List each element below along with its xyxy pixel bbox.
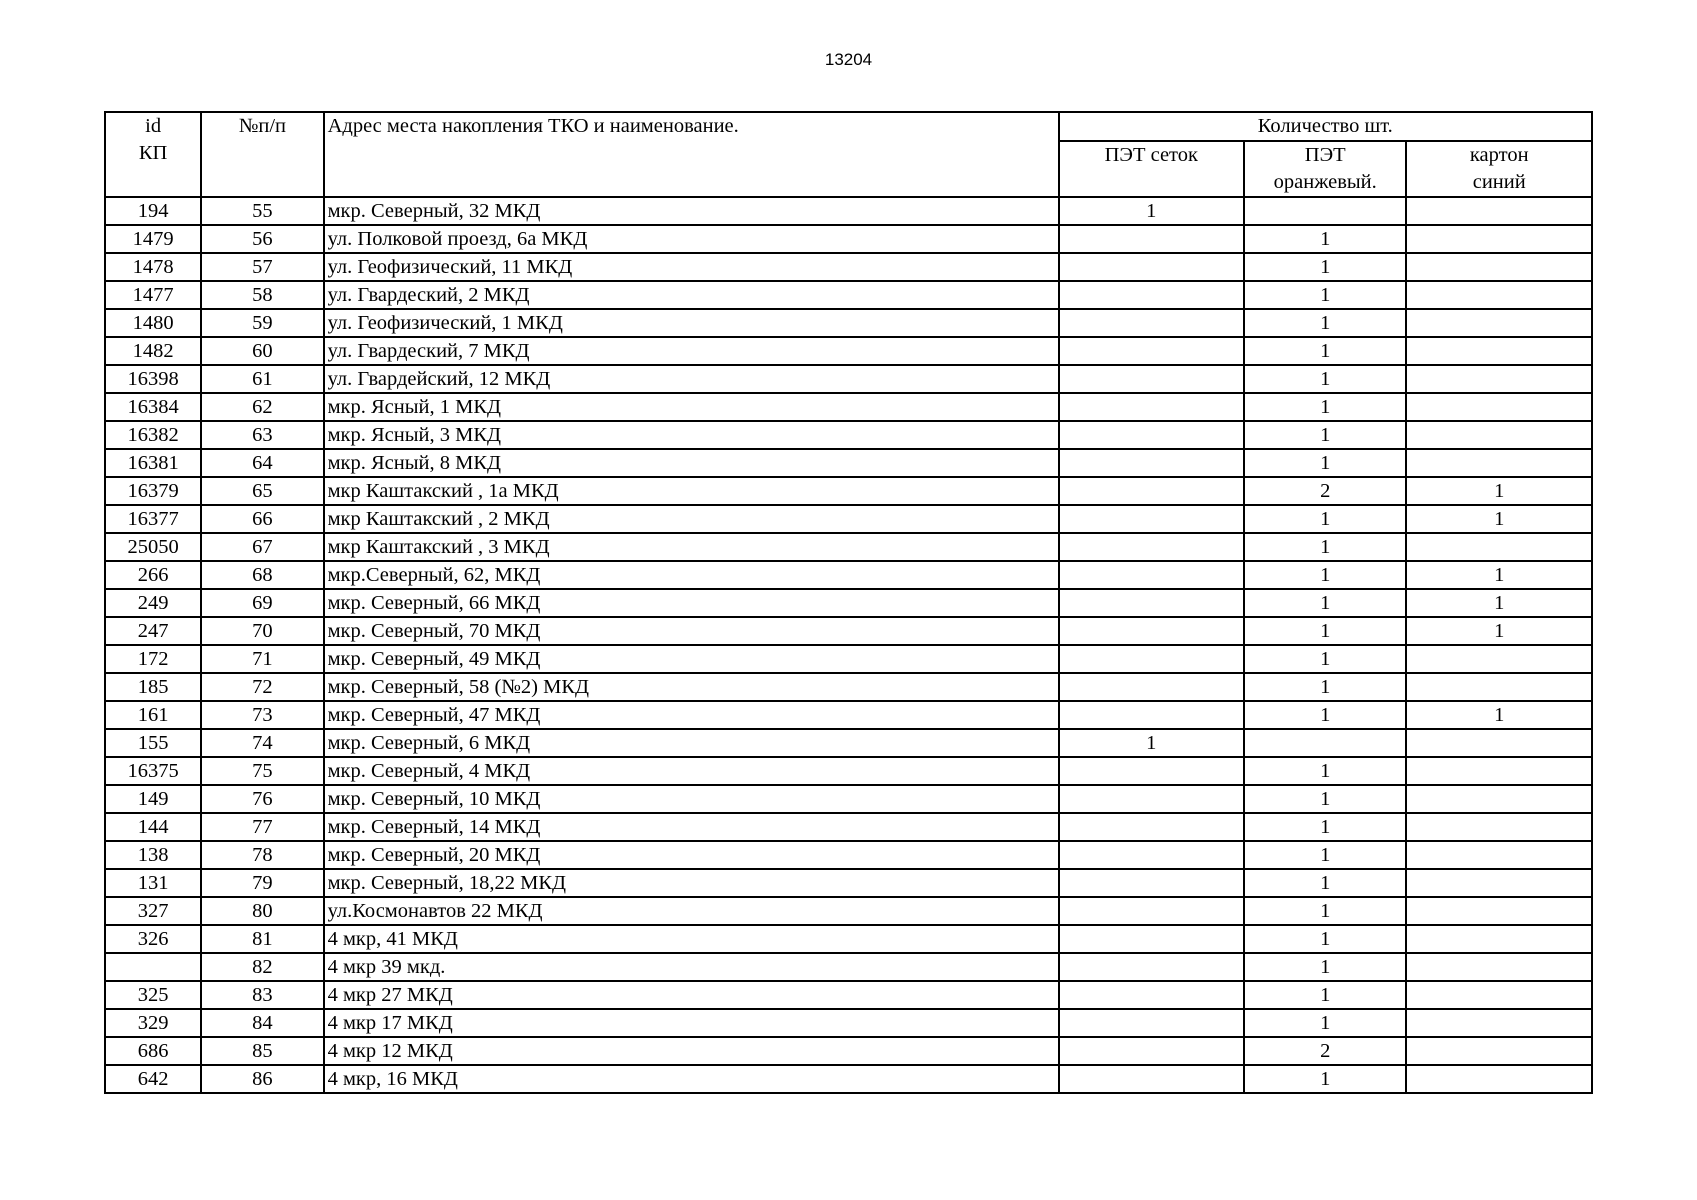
cell-address: мкр. Северный, 58 (№2) МКД: [324, 673, 1059, 701]
cell-pet-orange: 1: [1244, 1009, 1406, 1037]
cell-carton-blue: [1406, 337, 1592, 365]
cell-carton-blue: [1406, 953, 1592, 981]
cell-pet-orange: 1: [1244, 253, 1406, 281]
table-row: [105, 337, 1592, 365]
cell-id: 327: [105, 897, 201, 925]
cell-address: мкр. Ясный, 1 МКД: [324, 393, 1059, 421]
table-row: [105, 393, 1592, 421]
table-row: [105, 981, 1592, 1009]
cell-carton-blue: [1406, 253, 1592, 281]
cell-pet-mesh: [1059, 841, 1244, 869]
table-row: [105, 701, 1592, 729]
cell-carton-blue: [1406, 645, 1592, 673]
cell-pet-mesh: [1059, 309, 1244, 337]
cell-pet-orange: 1: [1244, 309, 1406, 337]
table-row: [105, 589, 1592, 617]
cell-pet-mesh: 1: [1059, 197, 1244, 225]
table-row: [105, 1037, 1592, 1065]
cell-pet-orange: 1: [1244, 337, 1406, 365]
cell-pet-orange: 2: [1244, 1037, 1406, 1065]
cell-id: 155: [105, 729, 201, 757]
cell-id: 172: [105, 645, 201, 673]
cell-num: 67: [201, 533, 323, 561]
cell-address: мкр. Ясный, 3 МКД: [324, 421, 1059, 449]
cell-id: 266: [105, 561, 201, 589]
cell-address: мкр. Северный, 20 МКД: [324, 841, 1059, 869]
cell-carton-blue: [1406, 925, 1592, 953]
cell-num: 76: [201, 785, 323, 813]
table-row: [105, 645, 1592, 673]
cell-num: 78: [201, 841, 323, 869]
cell-num: 84: [201, 1009, 323, 1037]
cell-num: 74: [201, 729, 323, 757]
cell-num: 59: [201, 309, 323, 337]
table-row: [105, 673, 1592, 701]
cell-pet-orange: 1: [1244, 813, 1406, 841]
cell-num: 79: [201, 869, 323, 897]
header-carton-blue-label: картон: [1469, 144, 1529, 166]
cell-id: 194: [105, 197, 201, 225]
cell-carton-blue: [1406, 1037, 1592, 1065]
cell-address: 4 мкр, 16 МКД: [324, 1065, 1059, 1093]
cell-id: 326: [105, 925, 201, 953]
header-carton-blue: [1406, 141, 1592, 197]
cell-address: мкр.Северный, 62, МКД: [324, 561, 1059, 589]
cell-carton-blue: [1406, 813, 1592, 841]
cell-id: 131: [105, 869, 201, 897]
header-pet-mesh-label: ПЭТ сеток: [1104, 144, 1198, 166]
cell-num: 77: [201, 813, 323, 841]
header-id-kp: [105, 112, 201, 197]
cell-pet-orange: 1: [1244, 365, 1406, 393]
table-row: [105, 421, 1592, 449]
cell-pet-mesh: [1059, 645, 1244, 673]
cell-pet-orange: [1244, 729, 1406, 757]
cell-pet-orange: 1: [1244, 1065, 1406, 1093]
table-row: [105, 841, 1592, 869]
cell-num: 68: [201, 561, 323, 589]
cell-address: мкр Каштакский , 2 МКД: [324, 505, 1059, 533]
cell-pet-mesh: [1059, 1037, 1244, 1065]
cell-num: 69: [201, 589, 323, 617]
cell-id: 144: [105, 813, 201, 841]
cell-pet-mesh: [1059, 869, 1244, 897]
cell-address: 4 мкр 12 МКД: [324, 1037, 1059, 1065]
cell-pet-mesh: [1059, 617, 1244, 645]
cell-pet-mesh: [1059, 1009, 1244, 1037]
cell-num: 63: [201, 421, 323, 449]
cell-id: 1480: [105, 309, 201, 337]
cell-num: 80: [201, 897, 323, 925]
cell-pet-mesh: [1059, 533, 1244, 561]
cell-pet-mesh: [1059, 477, 1244, 505]
cell-num: 65: [201, 477, 323, 505]
header-id-label: id: [145, 115, 162, 137]
cell-carton-blue: [1406, 309, 1592, 337]
cell-num: 60: [201, 337, 323, 365]
cell-address: ул. Геофизический, 1 МКД: [324, 309, 1059, 337]
cell-address: мкр Каштакский , 3 МКД: [324, 533, 1059, 561]
cell-address: мкр Каштакский , 1а МКД: [324, 477, 1059, 505]
cell-pet-mesh: [1059, 897, 1244, 925]
cell-num: 86: [201, 1065, 323, 1093]
cell-pet-mesh: [1059, 393, 1244, 421]
cell-id: 1479: [105, 225, 201, 253]
cell-pet-orange: 1: [1244, 449, 1406, 477]
cell-id: 16384: [105, 393, 201, 421]
cell-pet-orange: 1: [1244, 421, 1406, 449]
cell-id: 16381: [105, 449, 201, 477]
cell-pet-orange: 1: [1244, 953, 1406, 981]
cell-address: мкр. Северный, 49 МКД: [324, 645, 1059, 673]
cell-id: 16398: [105, 365, 201, 393]
cell-address: ул. Гвардейский, 12 МКД: [324, 365, 1059, 393]
cell-carton-blue: [1406, 533, 1592, 561]
cell-address: 4 мкр 39 мкд.: [324, 953, 1059, 981]
cell-address: 4 мкр 27 МКД: [324, 981, 1059, 1009]
cell-carton-blue: 1: [1406, 561, 1592, 589]
cell-num: 70: [201, 617, 323, 645]
cell-pet-mesh: [1059, 757, 1244, 785]
cell-address: мкр. Северный, 66 МКД: [324, 589, 1059, 617]
cell-carton-blue: 1: [1406, 617, 1592, 645]
cell-address: мкр. Северный, 6 МКД: [324, 729, 1059, 757]
cell-address: мкр. Северный, 14 МКД: [324, 813, 1059, 841]
cell-id: [105, 953, 201, 981]
cell-num: 82: [201, 953, 323, 981]
table-row: [105, 505, 1592, 533]
cell-address: ул. Гвардеский, 2 МКД: [324, 281, 1059, 309]
cell-pet-mesh: [1059, 673, 1244, 701]
cell-address: 4 мкр 17 МКД: [324, 1009, 1059, 1037]
table-row: [105, 869, 1592, 897]
cell-pet-orange: 1: [1244, 561, 1406, 589]
cell-pet-orange: 1: [1244, 925, 1406, 953]
cell-carton-blue: [1406, 729, 1592, 757]
cell-id: 185: [105, 673, 201, 701]
cell-id: 138: [105, 841, 201, 869]
cell-id: 16375: [105, 757, 201, 785]
table-row: [105, 785, 1592, 813]
cell-address: 4 мкр, 41 МКД: [324, 925, 1059, 953]
cell-carton-blue: [1406, 1009, 1592, 1037]
cell-pet-mesh: [1059, 421, 1244, 449]
cell-address: ул. Полковой проезд, 6а МКД: [324, 225, 1059, 253]
cell-carton-blue: 1: [1406, 589, 1592, 617]
cell-num: 55: [201, 197, 323, 225]
cell-id: 1477: [105, 281, 201, 309]
cell-address: ул.Космонавтов 22 МКД: [324, 897, 1059, 925]
cell-num: 75: [201, 757, 323, 785]
header-address: Адрес места накопления ТКО и наименование.: [324, 112, 1059, 197]
cell-num: 58: [201, 281, 323, 309]
cell-carton-blue: [1406, 281, 1592, 309]
cell-pet-mesh: [1059, 365, 1244, 393]
cell-pet-orange: 1: [1244, 645, 1406, 673]
cell-pet-mesh: [1059, 1065, 1244, 1093]
table-row: [105, 225, 1592, 253]
cell-id: 642: [105, 1065, 201, 1093]
header-kp-label: КП: [138, 142, 168, 164]
cell-pet-mesh: [1059, 561, 1244, 589]
collection-points-table: [104, 111, 1593, 1094]
cell-carton-blue: [1406, 981, 1592, 1009]
cell-carton-blue: [1406, 197, 1592, 225]
cell-address: мкр. Северный, 70 МКД: [324, 617, 1059, 645]
cell-pet-orange: 1: [1244, 869, 1406, 897]
table-row: [105, 309, 1592, 337]
cell-carton-blue: [1406, 225, 1592, 253]
cell-pet-mesh: 1: [1059, 729, 1244, 757]
cell-pet-orange: 1: [1244, 757, 1406, 785]
cell-carton-blue: 1: [1406, 477, 1592, 505]
cell-address: ул. Геофизический, 11 МКД: [324, 253, 1059, 281]
cell-id: 1478: [105, 253, 201, 281]
cell-address: мкр. Северный, 18,22 МКД: [324, 869, 1059, 897]
cell-num: 85: [201, 1037, 323, 1065]
table-row: [105, 449, 1592, 477]
cell-carton-blue: [1406, 365, 1592, 393]
table-row: [105, 365, 1592, 393]
cell-carton-blue: [1406, 421, 1592, 449]
cell-address: мкр. Ясный, 8 МКД: [324, 449, 1059, 477]
cell-address: мкр. Северный, 32 МКД: [324, 197, 1059, 225]
cell-pet-mesh: [1059, 813, 1244, 841]
cell-pet-orange: 1: [1244, 533, 1406, 561]
cell-address: мкр. Северный, 47 МКД: [324, 701, 1059, 729]
cell-carton-blue: 1: [1406, 701, 1592, 729]
cell-num: 83: [201, 981, 323, 1009]
cell-carton-blue: [1406, 897, 1592, 925]
cell-id: 16377: [105, 505, 201, 533]
cell-pet-orange: 1: [1244, 673, 1406, 701]
header-carton-blue-label-2: синий: [1472, 171, 1526, 193]
cell-address: мкр. Северный, 4 МКД: [324, 757, 1059, 785]
header-num: №п/п: [201, 112, 323, 197]
cell-id: 249: [105, 589, 201, 617]
cell-carton-blue: [1406, 393, 1592, 421]
cell-num: 71: [201, 645, 323, 673]
table-row: [105, 757, 1592, 785]
table-row: [105, 729, 1592, 757]
page-number: 13204: [824, 50, 873, 69]
header-pet-orange-label: ПЭТ: [1304, 144, 1346, 166]
cell-pet-orange: 1: [1244, 505, 1406, 533]
cell-num: 56: [201, 225, 323, 253]
cell-num: 57: [201, 253, 323, 281]
cell-num: 66: [201, 505, 323, 533]
cell-pet-orange: 1: [1244, 281, 1406, 309]
table-row: [105, 953, 1592, 981]
cell-id: 16382: [105, 421, 201, 449]
header-quantity: Количество шт.: [1059, 112, 1592, 141]
cell-id: 1482: [105, 337, 201, 365]
cell-pet-mesh: [1059, 925, 1244, 953]
table-row: [105, 561, 1592, 589]
cell-carton-blue: [1406, 449, 1592, 477]
header-pet-orange: [1244, 141, 1406, 197]
table-row: [105, 533, 1592, 561]
cell-id: 25050: [105, 533, 201, 561]
cell-num: 73: [201, 701, 323, 729]
cell-pet-mesh: [1059, 505, 1244, 533]
cell-pet-orange: 1: [1244, 393, 1406, 421]
table-row: [105, 253, 1592, 281]
table-row: [105, 197, 1592, 225]
cell-pet-orange: 1: [1244, 785, 1406, 813]
cell-id: 329: [105, 1009, 201, 1037]
table-row: [105, 1065, 1592, 1093]
cell-id: 325: [105, 981, 201, 1009]
cell-pet-mesh: [1059, 589, 1244, 617]
cell-pet-orange: 2: [1244, 477, 1406, 505]
table-row: [105, 925, 1592, 953]
cell-id: 161: [105, 701, 201, 729]
cell-pet-mesh: [1059, 981, 1244, 1009]
cell-num: 72: [201, 673, 323, 701]
table-header-row-1: [105, 112, 1592, 141]
cell-pet-mesh: [1059, 253, 1244, 281]
cell-carton-blue: [1406, 673, 1592, 701]
cell-carton-blue: [1406, 1065, 1592, 1093]
cell-id: 149: [105, 785, 201, 813]
table-row: [105, 281, 1592, 309]
cell-pet-orange: 1: [1244, 701, 1406, 729]
cell-address: ул. Гвардеский, 7 МКД: [324, 337, 1059, 365]
table-row: [105, 617, 1592, 645]
cell-num: 62: [201, 393, 323, 421]
cell-num: 61: [201, 365, 323, 393]
cell-num: 81: [201, 925, 323, 953]
cell-pet-orange: 1: [1244, 897, 1406, 925]
table-row: [105, 477, 1592, 505]
cell-pet-orange: 1: [1244, 589, 1406, 617]
cell-carton-blue: [1406, 757, 1592, 785]
cell-carton-blue: 1: [1406, 505, 1592, 533]
header-pet-mesh: [1059, 141, 1244, 197]
cell-id: 247: [105, 617, 201, 645]
cell-carton-blue: [1406, 785, 1592, 813]
cell-pet-mesh: [1059, 449, 1244, 477]
cell-pet-mesh: [1059, 701, 1244, 729]
table-row: [105, 1009, 1592, 1037]
cell-pet-mesh: [1059, 953, 1244, 981]
cell-pet-orange: 1: [1244, 981, 1406, 1009]
header-pet-orange-label-2: оранжевый.: [1273, 171, 1377, 193]
cell-carton-blue: [1406, 841, 1592, 869]
cell-pet-mesh: [1059, 225, 1244, 253]
cell-pet-orange: 1: [1244, 617, 1406, 645]
cell-pet-mesh: [1059, 337, 1244, 365]
cell-pet-mesh: [1059, 281, 1244, 309]
cell-address: мкр. Северный, 10 МКД: [324, 785, 1059, 813]
cell-id: 16379: [105, 477, 201, 505]
table-row: [105, 897, 1592, 925]
cell-carton-blue: [1406, 869, 1592, 897]
table-row: [105, 813, 1592, 841]
cell-num: 64: [201, 449, 323, 477]
cell-pet-orange: [1244, 197, 1406, 225]
cell-pet-orange: 1: [1244, 225, 1406, 253]
cell-pet-orange: 1: [1244, 841, 1406, 869]
cell-id: 686: [105, 1037, 201, 1065]
table-body: [105, 197, 1592, 1093]
cell-pet-mesh: [1059, 785, 1244, 813]
